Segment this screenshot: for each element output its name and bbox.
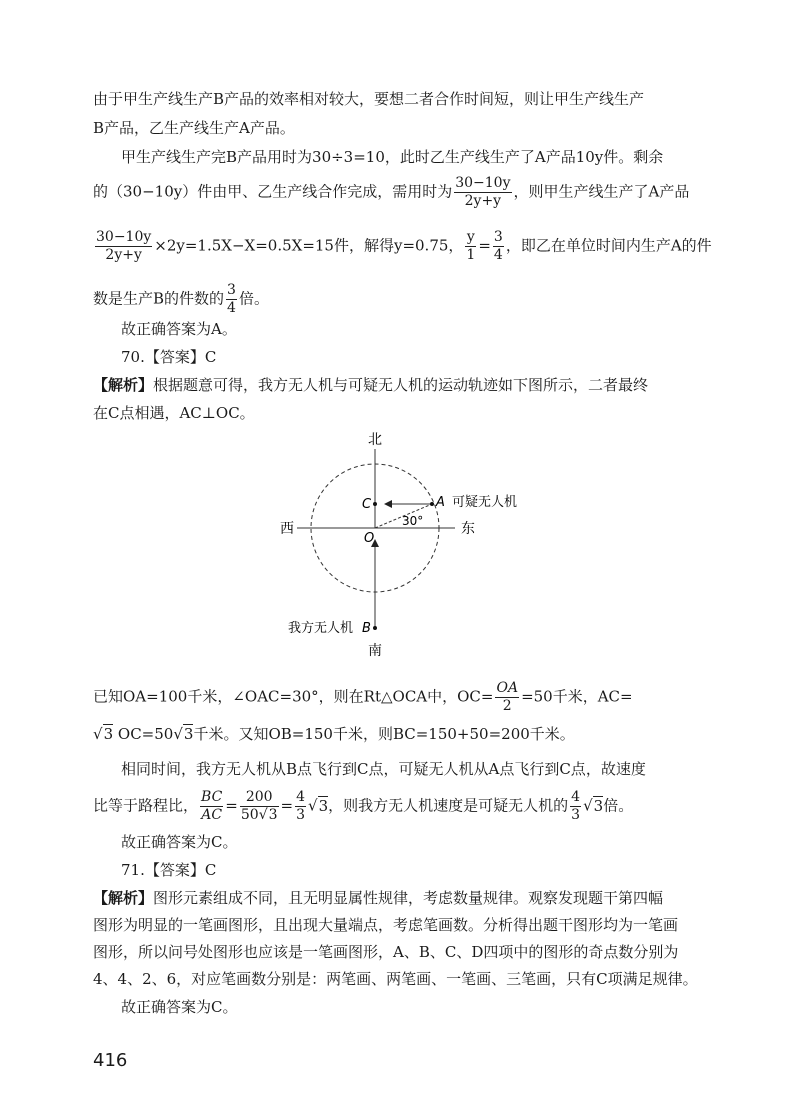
text-line: 故正确答案为C。 bbox=[121, 998, 238, 1016]
label-suspicious: 可疑无人机 bbox=[452, 495, 518, 510]
text-line bbox=[93, 887, 663, 909]
sqrt-sign: √ bbox=[258, 807, 268, 823]
answer-heading: 71.【答案】C bbox=[121, 861, 217, 879]
text-line: 相同时间，我方无人机从B点飞行到C点，可疑无人机从A点飞行到C点，故速度 bbox=[121, 760, 646, 778]
fraction-numerator: y bbox=[466, 229, 475, 245]
sqrt-sign: √ bbox=[93, 725, 103, 743]
fraction-denominator: 2y+y bbox=[105, 247, 142, 263]
label-angle: 30° bbox=[402, 514, 424, 528]
equals: = bbox=[225, 796, 238, 815]
fraction bbox=[240, 789, 279, 824]
point-c bbox=[373, 502, 377, 506]
fraction-numerator: 3 bbox=[227, 282, 236, 298]
fraction-numerator: OA bbox=[496, 680, 519, 696]
fraction-denominator: AC bbox=[201, 807, 223, 823]
fraction-denominator bbox=[240, 807, 279, 824]
text-line bbox=[93, 680, 633, 715]
text-span: ，则甲生产线生产了A产品 bbox=[513, 182, 690, 201]
text-line: 甲生产线生产完B产品用时为30÷3=10，此时乙生产线生产了A产品10y件。剩余 bbox=[121, 148, 664, 166]
text-line: 由于甲生产线生产B产品的效率相对较大，要想二者合作时间短，则让甲生产线生产 bbox=[93, 90, 645, 108]
equals: = bbox=[280, 796, 294, 815]
sqrt-sign: √ bbox=[308, 796, 318, 815]
label-b: B bbox=[362, 621, 371, 636]
text-line: 图形为明显的一笔画图形，且出现大量端点，考虑笔画数。分析得出题干图形均为一笔画 bbox=[93, 916, 679, 934]
answer-heading: 70.【答案】C bbox=[121, 348, 217, 366]
sqrt-radicand: 3 bbox=[268, 807, 278, 823]
analysis-tag: 【解析】 bbox=[93, 376, 154, 394]
fraction bbox=[200, 789, 223, 824]
sqrt-sign: √ bbox=[173, 725, 183, 743]
text-span: 数是生产B的件数的 bbox=[93, 289, 225, 308]
fraction-numerator: 30−10y bbox=[455, 175, 511, 191]
fraction-numerator: 4 bbox=[571, 789, 581, 805]
label-c: C bbox=[362, 497, 372, 512]
fraction-denominator: 3 bbox=[296, 807, 306, 823]
text-span: ，即乙在单位时间内生产A的件 bbox=[505, 236, 712, 255]
text-span: ×2y=1.5X−X=0.5X=15件，解得y=0.75， bbox=[154, 236, 464, 255]
text-line bbox=[93, 723, 575, 745]
fraction-denominator: 2 bbox=[502, 698, 512, 714]
label-ours: 我方无人机 bbox=[288, 621, 354, 636]
fraction bbox=[295, 789, 306, 824]
sqrt-radicand: 3 bbox=[183, 725, 194, 743]
text-span: 的（30−10y）件由甲、乙生产线合作完成，需用时为 bbox=[93, 182, 453, 201]
label-north: 北 bbox=[368, 432, 382, 448]
text-span: 图形元素组成不同，且无明显属性规律，考虑数量规律。观察发现题干第四幅 bbox=[153, 889, 664, 907]
point-a bbox=[430, 502, 434, 506]
label-a: A bbox=[436, 495, 445, 510]
text-span: 50 bbox=[240, 807, 259, 823]
fraction bbox=[495, 680, 519, 715]
text-span: 已知OA=100千米，∠OAC=30°，则在Rt△OCA中，OC= bbox=[93, 687, 494, 706]
text-span: ，则我方无人机速度是可疑无人机的 bbox=[328, 796, 569, 815]
text-line bbox=[93, 789, 633, 824]
point-b bbox=[373, 626, 377, 630]
page-number: 416 bbox=[93, 1050, 128, 1071]
fraction-numerator: 30−10y bbox=[96, 229, 152, 245]
text-span: 比等于路程比， bbox=[93, 796, 199, 815]
label-south: 南 bbox=[368, 643, 382, 659]
text-line: 图形，所以问号处图形也应该是一笔画图形，A、B、C、D四项中的图形的奇点数分别为 bbox=[93, 943, 679, 961]
label-east: 东 bbox=[461, 521, 475, 537]
fraction-denominator: 2y+y bbox=[464, 193, 502, 209]
text-span: 倍。 bbox=[603, 796, 634, 815]
text-line: 4、4、2、6，对应笔画数分别是：两笔画、两笔画、一笔画、三笔画，只有C项满足规律。 bbox=[93, 970, 698, 988]
text-line: 故正确答案为A。 bbox=[121, 320, 237, 338]
fraction-numerator: BC bbox=[201, 789, 223, 805]
text-span: OC=50 bbox=[117, 725, 174, 743]
analysis-tag: 【解析】 bbox=[93, 889, 154, 907]
text-line: 故正确答案为C。 bbox=[121, 833, 238, 851]
text-line: 在C点相遇，AC⊥OC。 bbox=[93, 404, 255, 422]
sqrt-radicand: 3 bbox=[593, 796, 604, 815]
sqrt-radicand: 3 bbox=[103, 725, 114, 743]
text-span: 根据题意可得，我方无人机与可疑无人机的运动轨迹如下图所示，二者最终 bbox=[153, 376, 649, 394]
fraction bbox=[570, 789, 581, 824]
equals: = bbox=[478, 236, 491, 255]
text-span: =50千米，AC= bbox=[521, 687, 633, 706]
fraction-numerator: 4 bbox=[296, 789, 306, 805]
text-line: B产品，乙生产线生产A产品。 bbox=[93, 119, 295, 137]
label-west: 西 bbox=[280, 521, 294, 537]
sqrt-sign: √ bbox=[583, 796, 593, 815]
sqrt-radicand: 3 bbox=[318, 796, 329, 815]
fraction-denominator: 4 bbox=[227, 300, 236, 316]
fraction-numerator: 200 bbox=[240, 789, 279, 807]
fraction-denominator: 3 bbox=[571, 807, 581, 823]
text-span: 倍。 bbox=[238, 289, 269, 308]
fraction-denominator: 1 bbox=[466, 247, 476, 263]
fraction-numerator: 3 bbox=[493, 229, 503, 245]
fraction-denominator: 4 bbox=[493, 247, 503, 263]
text-span: 千米。又知OB=150千米，则BC=150+50=200千米。 bbox=[193, 725, 575, 743]
label-o: O bbox=[364, 531, 375, 546]
